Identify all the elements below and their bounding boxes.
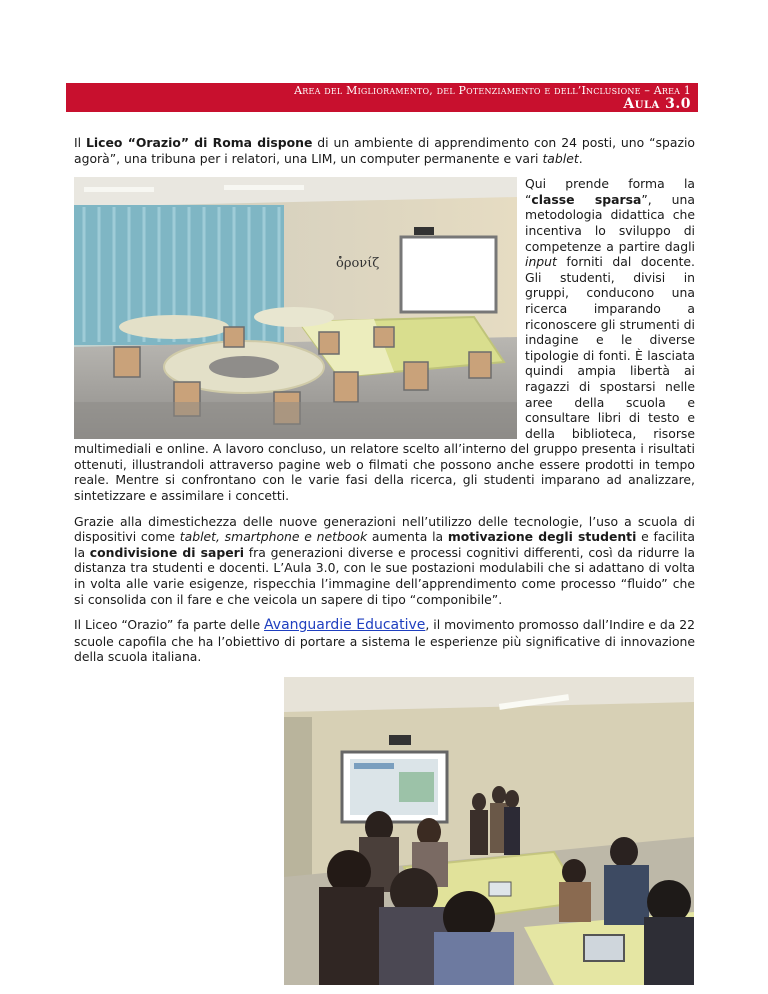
article-body bbox=[74, 135, 695, 675]
para4-text-1: Il Liceo “Orazio” fa parte delle bbox=[74, 617, 265, 633]
para2-italic-1: input bbox=[525, 254, 557, 270]
para2-text-1: Qui prende forma la “ bbox=[525, 176, 695, 207]
section-header-subtitle: Aula 3.0 bbox=[623, 96, 691, 112]
para3-text-2: aumenta la bbox=[367, 529, 448, 545]
para3-bold-1: motivazione degli studenti bbox=[447, 529, 637, 545]
para3-italic-1: tablet, smartphone e netbook bbox=[179, 529, 368, 545]
para2-text-2: ”, una metodologia didattica che incentiva lo sviluppo di competenze a partire dagli bbox=[525, 191, 695, 254]
para3-bold-2: condivisione di saperi bbox=[89, 544, 245, 560]
classroom-photo-drawing bbox=[74, 177, 517, 439]
intro-italic-1: tablet bbox=[542, 150, 579, 166]
wall-greek-lettering: ὁ̓ρονίζ bbox=[336, 256, 380, 272]
avanguardie-paragraph bbox=[74, 617, 695, 665]
para4-text-2: , il movimento promosso dall’Indire e da 22 scuole capofila che ha l’obiettivo di portare a sistema le esperienze più significative di innovazione della scuola italiana. bbox=[74, 617, 696, 665]
intro-paragraph bbox=[74, 135, 695, 166]
students-photo-drawing bbox=[284, 677, 694, 985]
section-header-bar bbox=[66, 83, 698, 112]
section-header-title: Area del Miglioramento, del Potenziamento e dell’Inclusione – Area 1 bbox=[294, 84, 691, 97]
students-photo bbox=[284, 677, 694, 985]
technology-paragraph bbox=[74, 514, 695, 608]
para2-text-3: forniti dal docente. Gli studenti, divisi in gruppi, conducono una ricerca imparando a riconoscere gli strumenti di indagine e le diverse tipologie di fonti. È lasciata quindi ampia libertà ai ragazzi di spostarsi nelle aree della scuola e consultare libri di testo e della biblioteca, risorse multimediali e online. A lavoro concluso, un relatore scelto all’interno del gruppo presenta i risultati ottenuti, illustrandoli attraverso pagine web o filmati che possono anche essere prodotti in tempo reale. Mentre si confrontano con le varie fasi della ricerca, gli studenti imparano ad analizzare, sintetizzare e assimilare i concetti. bbox=[74, 254, 695, 504]
para3-text-1: Grazie alla dimestichezza delle nuove generazioni nell’utilizzo delle tecnologie, l’uso a scuola di dispositivi come bbox=[74, 513, 695, 545]
intro-text-2: di un ambiente di apprendimento con 24 posti, uno “spazio agorà”, una tribuna per i relatori, una LIM, un computer permanente e vari bbox=[74, 135, 695, 166]
intro-text-3: . bbox=[578, 150, 583, 166]
classroom-photo bbox=[74, 177, 517, 439]
para3-text-4: fra generazioni diverse e processi cognitivi differenti, così da ridurre la distanza tra studenti e docenti. L’Aula 3.0, con le sue postazioni modulabili che si adattano di volta in volta alle varie esigenze, rispecchia l’immagine dell’apprendimento come processo “fluido” che si consolida con il fare e che veicola un sapere di tipo “componibile”. bbox=[74, 544, 695, 607]
intro-text-1: Il bbox=[74, 135, 87, 150]
avanguardie-educative-link[interactable]: Avanguardie Educative bbox=[264, 617, 426, 634]
para2-bold-1: classe sparsa bbox=[531, 191, 642, 207]
intro-bold-1: Liceo “Orazio” di Roma dispone bbox=[86, 135, 313, 150]
para3-text-3: e facilita la bbox=[74, 529, 695, 560]
